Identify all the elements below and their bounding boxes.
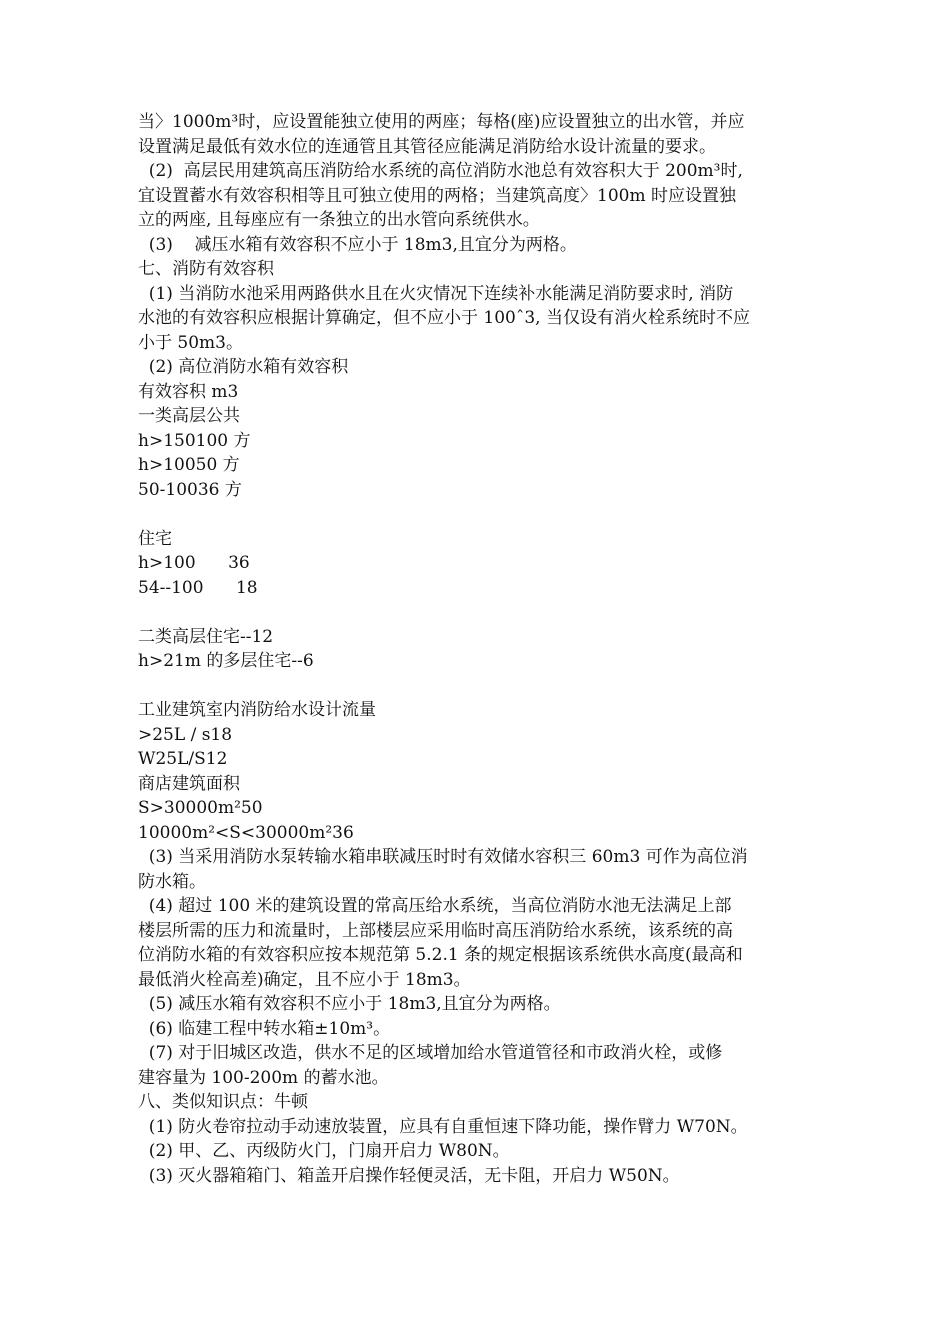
text-line: 宜设置蓄水有效容积相等且可独立使用的两格；当建筑高度〉100m 时应设置独 — [138, 185, 736, 206]
text-line: W25L/S12 — [138, 749, 228, 769]
text-line: >25L / s18 — [138, 724, 233, 745]
text-line: 有效容积 m3 — [138, 381, 239, 402]
text-line: 最低消火栓高差)确定，且不应小于 18m3。 — [138, 969, 471, 990]
text-line: (3) 减压水箱有效容积不应小于 18m3,且宜分为两格。 — [138, 234, 577, 255]
text-line: 二类高层住宅--12 — [138, 626, 274, 647]
text-line: S>30000m²50 — [138, 798, 263, 818]
section-heading: 八、类似知识点：牛顿 — [138, 1092, 308, 1112]
blank-line — [138, 674, 818, 699]
text-line: h>150100 方 — [138, 430, 251, 451]
text-line: h>10050 方 — [138, 455, 240, 475]
document-body — [138, 110, 818, 1188]
text-line: 50-10036 方 — [138, 479, 242, 500]
text-line: 住宅 — [138, 528, 172, 549]
text-line: 当〉1000m³时，应设置能独立使用的两座；每格(座)应设置独立的出水管，并应 — [138, 112, 745, 132]
text-line: h>100 36 — [138, 553, 250, 573]
text-line: 位消防水箱的有效容积应按本规范第 5.2.1 条的规定根据该系统供水高度(最高和 — [138, 945, 743, 965]
text-line: (5) 减压水箱有效容积不应小于 18m3,且宜分为两格。 — [138, 994, 561, 1014]
text-line: (2) 甲、乙、丙级防火门，门扇开启力 W80N。 — [138, 1141, 510, 1161]
text-line: 工业建筑室内消防给水设计流量 — [138, 700, 376, 720]
text-line: 设置满足最低有效水位的连通管且其管径应能满足消防给水设计流量的要求。 — [138, 136, 716, 157]
text-line: (2) 高位消防水箱有效容积 — [138, 357, 349, 377]
text-line: 建容量为 100-200m 的蓄水池。 — [138, 1067, 389, 1088]
text-line: 防水箱。 — [138, 871, 206, 892]
blank-line — [138, 502, 818, 527]
text-line: (2) 高层民用建筑高压消防给水系统的高位消防水池总有效容积大于 200m³时, — [138, 161, 743, 181]
text-line: 54--100 18 — [138, 577, 258, 598]
text-line: (3) 当采用消防水泵转输水箱串联减压时时有效储水容积三 60m3 可作为高位消 — [138, 847, 748, 867]
section-heading: 七、消防有效容积 — [138, 259, 274, 279]
text-line: (1) 防火卷帘拉动手动速放装置，应具有自重恒速下降功能，操作臂力 W70N。 — [138, 1116, 748, 1137]
text-line: (4) 超过 100 米的建筑设置的常高压给水系统，当高位消防水池无法满足上部 — [138, 896, 732, 916]
text-line: (1) 当消防水池采用两路供水且在火灾情况下连续补水能满足消防要求时, 消防 — [138, 283, 734, 304]
blank-line — [138, 600, 818, 625]
text-line: h>21m 的多层住宅--6 — [138, 651, 314, 671]
text-line: 一类高层公共 — [138, 406, 240, 426]
text-line: 小于 50m3。 — [138, 332, 243, 353]
text-line: (7) 对于旧城区改造，供水不足的区域增加给水管道管径和市政消火栓，或修 — [138, 1043, 723, 1063]
text-line: 10000m²<S<30000m²36 — [138, 822, 354, 843]
text-line: (6) 临建工程中转水箱±10m³。 — [138, 1018, 391, 1039]
text-line: 水池的有效容积应根据计算确定，但不应小于 100ˆ3, 当仅设有消火栓系统时不应 — [138, 308, 750, 328]
text-line: 立的两座, 且每座应有一条独立的出水管向系统供水。 — [138, 210, 540, 230]
text-line: 楼层所需的压力和流量时，上部楼层应采用临时高压消防给水系统，该系统的高 — [138, 920, 733, 941]
text-line: (3) 灭火器箱箱门、箱盖开启操作轻便灵活，无卡阻，开启力 W50N。 — [138, 1165, 680, 1186]
text-line: 商店建筑面积 — [138, 773, 240, 794]
